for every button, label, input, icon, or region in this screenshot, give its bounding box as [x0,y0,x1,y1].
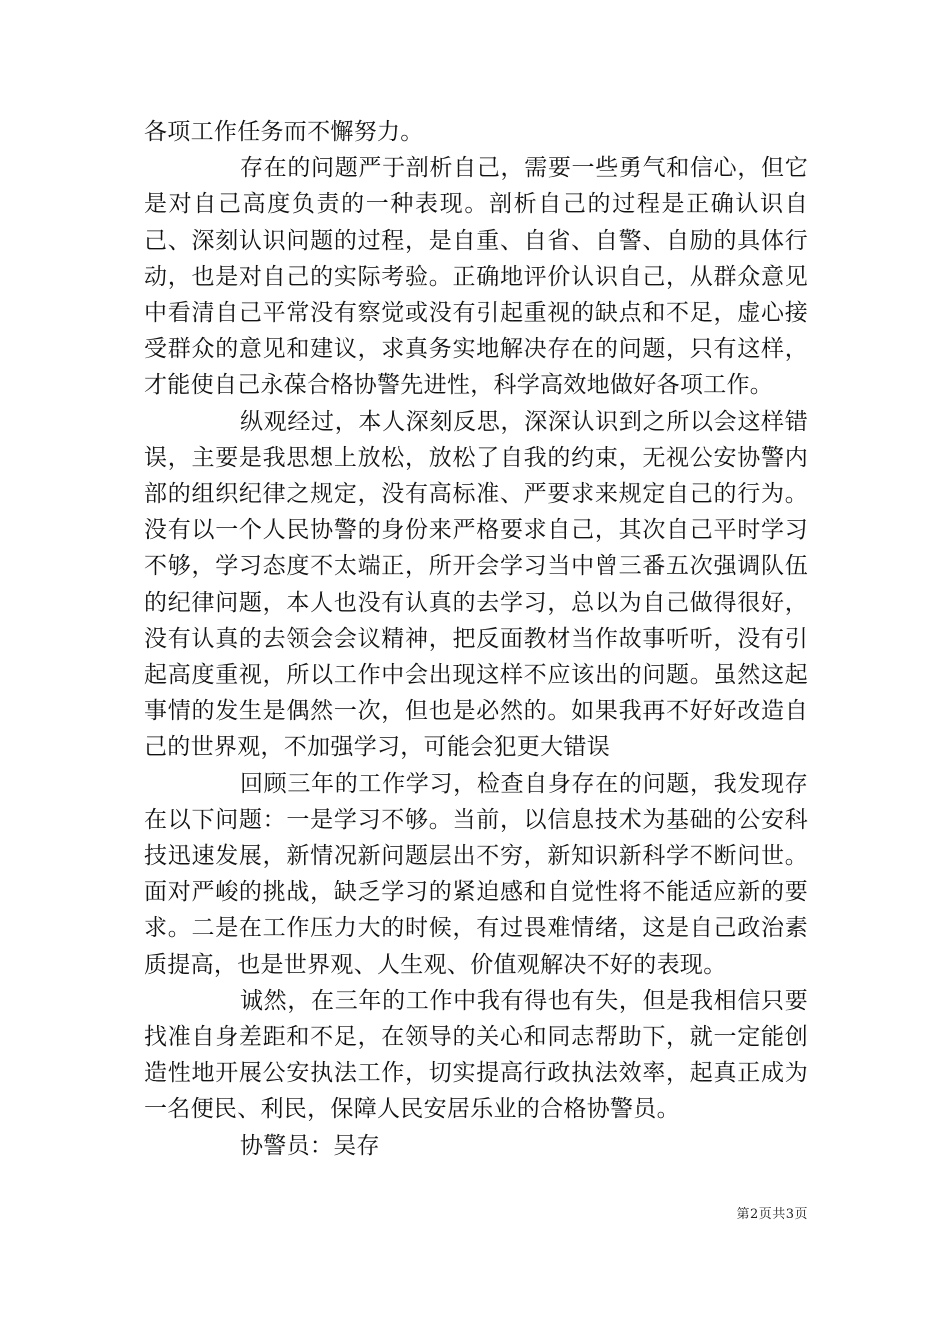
paragraph-review: 回顾三年的工作学习，检查自身存在的问题，我发现存在以下问题：一是学习不够。当前，以信息技术为基础的公安科技迅速发展，新情况新问题层出不穷，新知识新科学不断问世。面对严峻的挑战，缺乏学习的紧迫感和自觉性将不能适应新的要求。二是在工作压力大的时候，有过畏难情绪，这是自己政治素质提高，也是世界观、人生观、价值观解决不好的表现。 [144,770,808,978]
paragraph-conclusion: 诚然，在三年的工作中我有得也有失，但是我相信只要找准自身差距和不足，在领导的关心和同志帮助下，就一定能创造性地开展公安执法工作，切实提高行政执法效率，起真正成为一名便民、利民，保障人民安居乐业的合格协警员。 [144,987,808,1123]
paragraph-self-analysis: 存在的问题严于剖析自己，需要一些勇气和信心，但它是对自己高度负责的一种表现。剖析自己的过程是正确认识自己、深刻认识问题的过程，是自重、自省、自警、自励的具体行动，也是对自己的实际考验。正确地评价认识自己，从群众意见中看清自己平常没有察觉或没有引起重视的缺点和不足，虚心接受群众的意见和建议，求真务实地解决存在的问题，只有这样，才能使自己永葆合格协警先进性，科学高效地做好各项工作。 [144,155,808,399]
page-number: 第2页共3页 [736,1207,808,1222]
paragraph-reflection: 纵观经过，本人深刻反思，深深认识到之所以会这样错误，主要是我思想上放松，放松了自我的约束，无视公安协警内部的组织纪律之规定，没有高标准、严要求来规定自己的行为。没有以一个人民协警的身份来严格要求自己，其次自己平时学习不够，学习态度不太端正，所开会学习当中曾三番五次强调队伍的纪律问题，本人也没有认真的去学习，总以为自己做得很好，没有认真的去领会会议精神，把反面教材当作故事听听，没有引起高度重视，所以工作中会出现这样不应该出的问题。虽然这起事情的发生是偶然一次，但也是必然的。如果我再不好好改造自己的世界观，不加强学习，可能会犯更大错误 [144,408,808,761]
signature-line: 协警员：吴存 [240,1132,380,1159]
document-body [144,114,808,1164]
paragraph-continuation: 各项工作任务而不懈努力。 [144,119,424,145]
